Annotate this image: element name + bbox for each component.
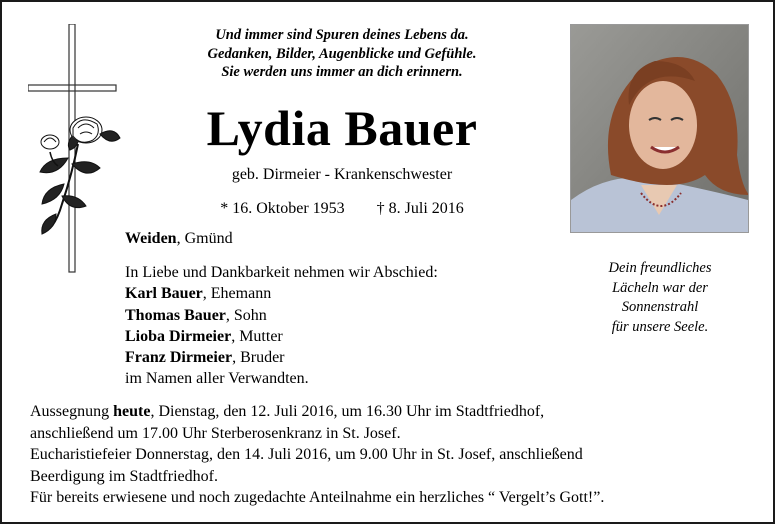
aussegnung-line xyxy=(30,401,760,423)
mourner-relation: , Sohn xyxy=(225,306,267,324)
deceased-subtitle: geb. Dirmeier - Krankenschwester xyxy=(231,166,453,183)
farewell-closing: im Namen aller Verwandten. xyxy=(125,370,309,388)
quote-line: Lächeln war der xyxy=(612,279,708,296)
portrait-photo xyxy=(570,24,749,233)
service-info xyxy=(30,401,760,509)
mourner-row xyxy=(125,347,438,368)
place xyxy=(125,230,233,248)
rose-icon xyxy=(40,117,120,234)
mourner-row xyxy=(125,283,438,304)
poem-line: Sie werden uns immer an dich erinnern. xyxy=(221,64,463,80)
deceased-name: Lydia Bauer xyxy=(206,100,478,156)
death-date: † 8. Juli 2016 xyxy=(376,200,464,217)
place-main: Weiden xyxy=(125,230,177,247)
thanks-line: Für bereits erwiesene und noch zugedachte Anteilnahme ein herzliches “ Vergelt’s Gott!”. xyxy=(30,489,605,506)
quote-line: für unsere Seele. xyxy=(611,318,709,335)
aussegnung-details: , Dienstag, den 12. Juli 2016, um 16.30 Uhr im Stadtfriedhof, xyxy=(150,403,545,420)
birth-date: * 16. Oktober 1953 xyxy=(220,200,345,217)
mourner-row xyxy=(125,326,438,347)
mourner-name: Karl Bauer xyxy=(125,285,203,303)
quote-line: Sonnenstrahl xyxy=(621,299,699,315)
poem-line: Gedanken, Bilder, Augenblicke und Gefühle. xyxy=(207,45,477,62)
mourner-relation: , Mutter xyxy=(231,327,283,345)
farewell-intro: In Liebe und Dankbarkeit nehmen wir Abschied: xyxy=(125,264,438,281)
quote-line: Dein freundliches xyxy=(608,260,712,276)
eucharistie-line: Eucharistiefeier Donnerstag, den 14. Juli 2016, um 9.00 Uhr in St. Josef, anschließend xyxy=(30,446,583,463)
aussegnung-today: heute xyxy=(113,403,151,420)
farewell-block xyxy=(125,262,438,390)
aussegnung-text: Aussegnung xyxy=(30,403,114,420)
mourner-name: Franz Dirmeier xyxy=(125,349,233,367)
quote xyxy=(574,259,746,337)
poem xyxy=(152,26,532,82)
beerdigung-line: Beerdigung im Stadtfriedhof. xyxy=(30,467,218,485)
mourner-name: Thomas Bauer xyxy=(125,306,226,324)
life-dates xyxy=(152,200,532,218)
rosenkranz-line: anschließend um 17.00 Uhr Sterberosenkranz in St. Josef. xyxy=(30,424,401,442)
mourner-relation: , Bruder xyxy=(232,349,285,367)
cross-with-rose-icon xyxy=(28,24,128,274)
mourner-relation: , Ehemann xyxy=(202,285,272,303)
mourner-name: Lioba Dirmeier xyxy=(125,327,232,345)
place-rest: , Gmünd xyxy=(176,230,233,247)
poem-line: Und immer sind Spuren deines Lebens da. xyxy=(215,27,469,43)
mourner-row xyxy=(125,305,438,326)
